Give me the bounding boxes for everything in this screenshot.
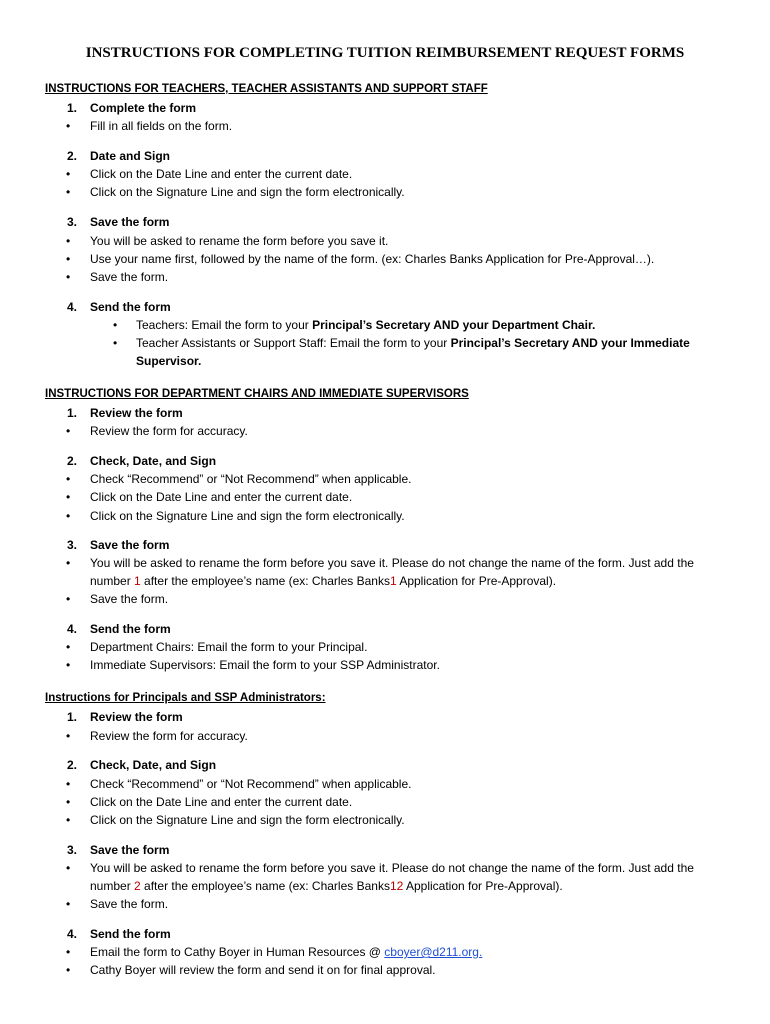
bullet: • [66, 897, 71, 911]
step-number: 4. [67, 622, 78, 636]
step-number: 3. [67, 843, 78, 857]
bullet-text: Click on the Date Line and enter the current date. [90, 795, 353, 809]
bullet-text-plain: Teachers: Email the form to your [136, 318, 313, 332]
bullet: • [66, 167, 71, 181]
bullet: • [66, 509, 71, 523]
bullet: • [66, 592, 71, 606]
bullet-text-plain: Application for Pre-Approval). [403, 879, 563, 893]
bullet: • [66, 185, 71, 199]
bullet-text: Review the form for accuracy. [90, 424, 248, 438]
step-number: 1. [67, 710, 78, 724]
bullet-text-bold: Principal’s Secretary AND your Immediate Supervisor. [136, 336, 690, 368]
step-title: Save the form [90, 538, 170, 552]
step-number: 1. [67, 406, 78, 420]
step-number: 3. [67, 215, 78, 229]
bullet: • [66, 424, 71, 438]
bullet: • [66, 729, 71, 743]
bullet: • [66, 963, 71, 977]
highlight-number: 1 [389, 574, 397, 588]
bullet: • [66, 472, 71, 486]
step-number: 2. [67, 758, 78, 772]
bullet: • [66, 658, 71, 672]
bullet-text-plain: You will be asked to rename the form before you save it. Please do not change the name of the form. Just add the number [90, 556, 694, 588]
step-number: 4. [67, 927, 78, 941]
bullet: • [66, 777, 71, 791]
bullet-text: Click on the Signature Line and sign the form electronically. [90, 185, 405, 199]
bullet-text-plain: after the employee’s name (ex: Charles Banks [140, 879, 390, 893]
bullet-text [90, 554, 720, 590]
step-number: 4. [67, 300, 78, 314]
bullet-text [136, 316, 726, 334]
bullet-text: Save the form. [90, 897, 169, 911]
bullet-text-plain: Email the form to Cathy Boyer in Human Resources @ [90, 945, 385, 959]
bullet: • [66, 861, 71, 875]
bullet: • [66, 490, 71, 504]
bullet-text: Use your name first, followed by the name of the form. (ex: Charles Banks Application for Pre-Approval…). [90, 252, 655, 266]
step-title: Check, Date, and Sign [90, 454, 217, 468]
bullet: • [66, 945, 71, 959]
bullet-text: Cathy Boyer will review the form and send it on for final approval. [90, 963, 436, 977]
section-heading-chairs: INSTRUCTIONS FOR DEPARTMENT CHAIRS AND IMMEDIATE SUPERVISORS [45, 388, 469, 400]
bullet-text: Click on the Signature Line and sign the form electronically. [90, 509, 405, 523]
bullet-text: Review the form for accuracy. [90, 729, 248, 743]
step-title: Review the form [90, 710, 183, 724]
bullet-text: Save the form. [90, 592, 169, 606]
section-heading-principals: Instructions for Principals and SSP Administrators: [45, 692, 326, 704]
bullet: • [113, 318, 118, 332]
highlight-number: 2 [134, 879, 141, 893]
bullet: • [113, 336, 118, 350]
bullet: • [66, 270, 71, 284]
bullet-text: Click on the Date Line and enter the current date. [90, 490, 353, 504]
bullet-text [90, 943, 720, 961]
step-title: Send the form [90, 300, 171, 314]
bullet-text [90, 859, 720, 895]
bullet-text: Check “Recommend” or “Not Recommend” when applicable. [90, 472, 412, 486]
step-title: Check, Date, and Sign [90, 758, 217, 772]
step-title: Save the form [90, 843, 170, 857]
highlight-number: 12 [389, 879, 404, 893]
bullet: • [66, 119, 71, 133]
bullet-text: Click on the Date Line and enter the current date. [90, 167, 353, 181]
step-title: Save the form [90, 215, 170, 229]
step-title: Date and Sign [90, 149, 171, 163]
highlight-number: 1 [134, 574, 141, 588]
step-number: 2. [67, 454, 78, 468]
step-number: 3. [67, 538, 78, 552]
bullet: • [66, 640, 71, 654]
bullet-text-plain: Application for Pre-Approval). [396, 574, 557, 588]
step-title: Send the form [90, 622, 171, 636]
bullet: • [66, 813, 71, 827]
bullet: • [66, 234, 71, 248]
email-link[interactable]: cboyer@d211.org. [384, 945, 483, 959]
bullet: • [66, 795, 71, 809]
bullet: • [66, 556, 71, 570]
step-number: 2. [67, 149, 78, 163]
step-title: Review the form [90, 406, 183, 420]
bullet-text: Check “Recommend” or “Not Recommend” when applicable. [90, 777, 412, 791]
bullet-text: Fill in all fields on the form. [90, 119, 233, 133]
bullet-text-plain: after the employee’s name (ex: Charles Banks [140, 574, 390, 588]
bullet-text: Immediate Supervisors: Email the form to your SSP Administrator. [90, 658, 440, 672]
bullet-text-plain: Teacher Assistants or Support Staff: Email the form to your [136, 336, 451, 350]
step-title: Send the form [90, 927, 171, 941]
bullet-text: You will be asked to rename the form before you save it. [90, 234, 389, 248]
bullet: • [66, 252, 71, 266]
bullet-text: Save the form. [90, 270, 169, 284]
bullet-text [136, 334, 726, 370]
bullet-text-bold: Principal’s Secretary AND your Department Chair. [312, 318, 596, 332]
step-title: Complete the form [90, 101, 197, 115]
bullet-text-plain: You will be asked to rename the form before you save it. Please do not change the name of the form. Just add the number [90, 861, 694, 893]
section-heading-staff: INSTRUCTIONS FOR TEACHERS, TEACHER ASSISTANTS AND SUPPORT STAFF [45, 83, 488, 95]
document-title: INSTRUCTIONS FOR COMPLETING TUITION REIMBURSEMENT REQUEST FORMS [85, 45, 685, 61]
step-number: 1. [67, 101, 78, 115]
bullet-text: Click on the Signature Line and sign the form electronically. [90, 813, 405, 827]
bullet-text: Department Chairs: Email the form to your Principal. [90, 640, 368, 654]
